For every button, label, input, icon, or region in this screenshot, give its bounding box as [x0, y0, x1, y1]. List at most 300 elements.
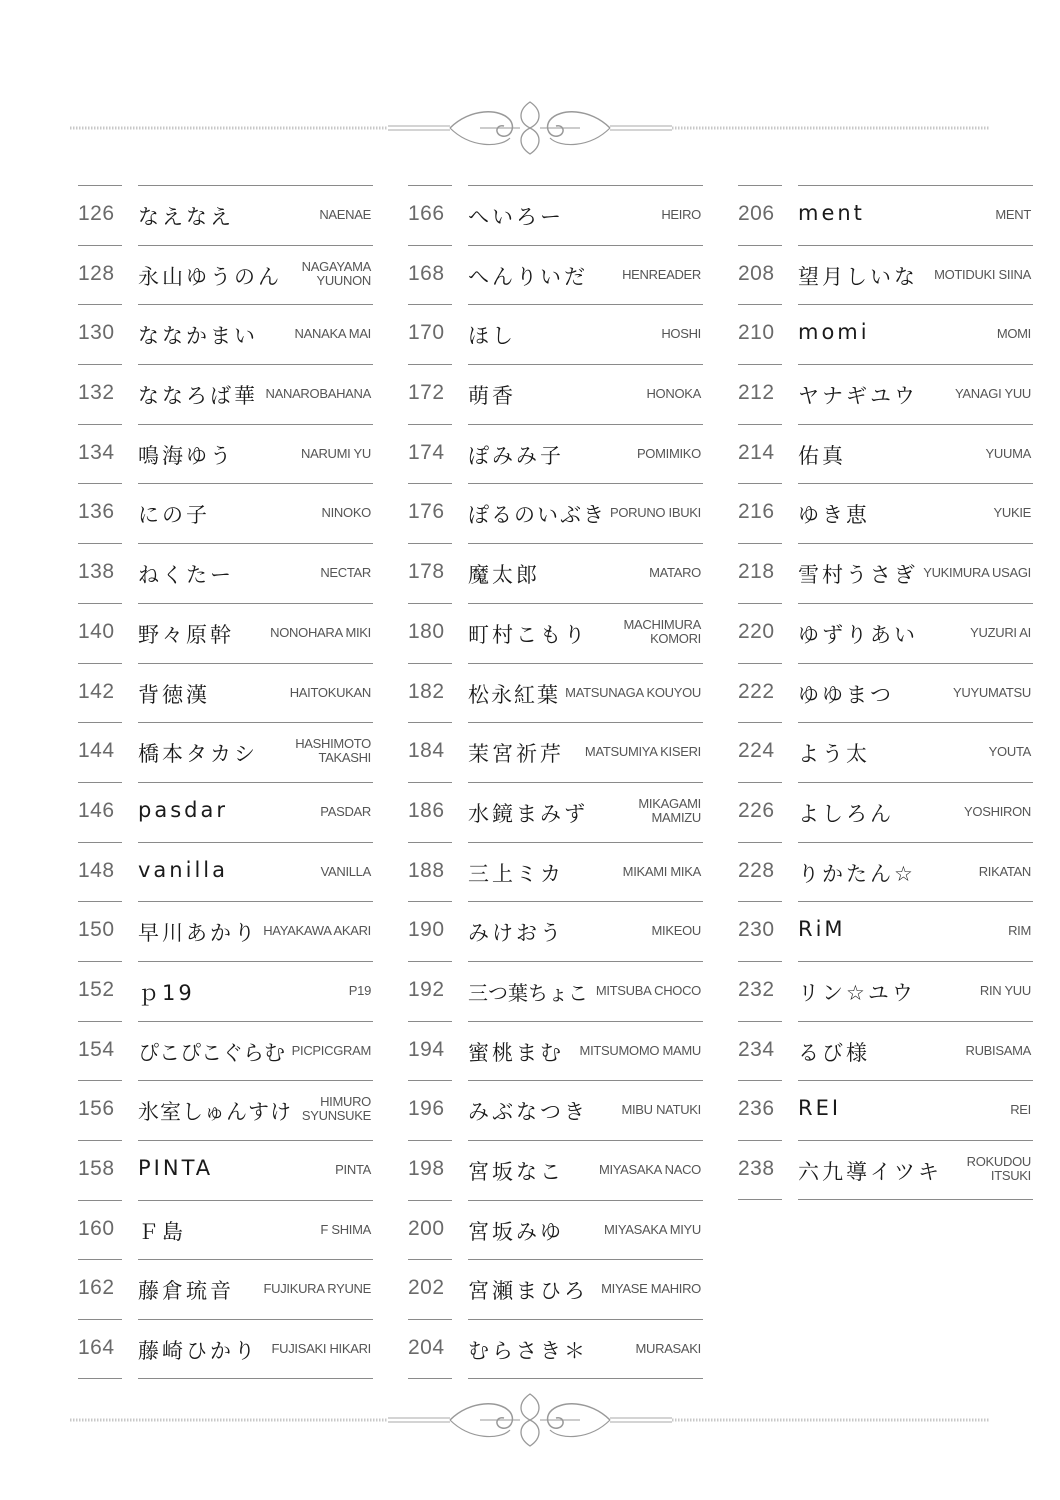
list-item	[408, 185, 703, 245]
list-item	[78, 1259, 373, 1319]
list-item	[78, 1080, 373, 1140]
artist-romaji: RIKATAN	[978, 863, 1031, 879]
divider	[138, 364, 373, 365]
list-item	[78, 782, 373, 842]
artist-romaji: YUZURI AI	[970, 624, 1031, 640]
divider	[78, 722, 122, 723]
divider	[468, 364, 703, 365]
artist-romaji: NINOKO	[321, 505, 371, 521]
page-number: 162	[78, 1276, 115, 1300]
artist-name: よう太	[798, 742, 870, 767]
divider	[738, 663, 782, 664]
artist-romaji: YANAGI YUU	[955, 386, 1031, 402]
artist-romaji: MURASAKI	[635, 1341, 701, 1357]
artist-name: PINTA	[138, 1156, 214, 1180]
list-item	[408, 245, 703, 305]
artist-name: ゆゆまつ	[798, 682, 894, 707]
artist-romaji: PICPICGRAM	[291, 1042, 371, 1058]
artist-name: 萌香	[468, 384, 516, 409]
divider	[738, 185, 782, 186]
divider	[78, 304, 122, 305]
artist-name: momi	[798, 320, 870, 345]
divider	[468, 842, 703, 843]
artist-name: ぽみみ子	[468, 443, 564, 468]
divider	[408, 722, 452, 723]
artist-romaji: RUBISAMA	[965, 1042, 1031, 1058]
artist-name: よしろん	[798, 801, 894, 826]
list-item	[78, 304, 373, 364]
artist-name: へいろー	[468, 205, 564, 229]
divider	[798, 603, 1033, 604]
list-item	[408, 603, 703, 663]
artist-name: 佑真	[798, 443, 846, 468]
divider	[738, 782, 782, 783]
divider	[738, 424, 782, 425]
artist-name: 茉宮祈芹	[468, 742, 564, 767]
page-number: 192	[408, 977, 445, 1001]
list-item	[408, 304, 703, 364]
artist-romaji: HOSHI	[661, 326, 701, 342]
divider	[138, 722, 373, 723]
artist-romaji: YUKIE	[993, 505, 1031, 521]
list-item	[78, 424, 373, 484]
divider	[468, 961, 703, 962]
artist-name: 背徳漢	[138, 682, 210, 707]
artist-name: 宮坂みゆ	[468, 1219, 564, 1244]
artist-name: 鳴海ゆう	[138, 443, 234, 468]
list-item	[738, 1140, 1033, 1200]
artist-romaji: HENREADER	[622, 266, 701, 282]
divider	[138, 245, 373, 246]
divider	[738, 364, 782, 365]
list-item	[408, 782, 703, 842]
page-number: 220	[738, 619, 775, 643]
list-item	[408, 1140, 703, 1200]
divider	[798, 245, 1033, 246]
page-number: 176	[408, 500, 445, 524]
column-1	[78, 185, 373, 1379]
divider	[78, 1259, 122, 1260]
list-item	[408, 1200, 703, 1260]
page-number: 232	[738, 977, 775, 1001]
list-item	[408, 901, 703, 961]
page-number: 226	[738, 798, 775, 822]
artist-name: 宮坂なこ	[468, 1160, 564, 1184]
divider	[738, 1199, 782, 1200]
page-number: 172	[408, 381, 445, 405]
divider	[798, 842, 1033, 843]
page-number: 154	[78, 1037, 115, 1061]
divider	[78, 424, 122, 425]
artist-romaji: VANILLA	[320, 863, 371, 879]
artist-name: へんりいだ	[468, 264, 588, 289]
divider	[78, 901, 122, 902]
divider	[408, 304, 452, 305]
divider	[798, 483, 1033, 484]
divider	[78, 245, 122, 246]
artist-romaji: YOUTA	[988, 744, 1031, 760]
artist-name: vanilla	[138, 857, 228, 882]
artist-name: るび様	[798, 1040, 870, 1065]
divider	[468, 1378, 703, 1379]
divider	[798, 1080, 1033, 1081]
divider	[138, 603, 373, 604]
list-item	[78, 185, 373, 245]
artist-romaji: PORUNO IBUKI	[609, 505, 701, 521]
artist-name: 町村こもり	[468, 622, 588, 647]
divider	[78, 1080, 122, 1081]
list-item	[408, 1021, 703, 1081]
divider	[408, 961, 452, 962]
list-item	[78, 364, 373, 424]
list-item	[78, 603, 373, 663]
page-number: 126	[78, 202, 115, 225]
divider	[738, 603, 782, 604]
divider	[738, 483, 782, 484]
page-number: 150	[78, 918, 115, 942]
artist-name: 望月しいな	[798, 264, 918, 289]
page-number: 146	[78, 798, 115, 822]
page-number: 166	[408, 202, 445, 225]
divider	[138, 782, 373, 783]
artist-name: 橋本タカシ	[138, 742, 258, 767]
artist-romaji: FUJIKURA RYUNE	[263, 1281, 371, 1297]
list-item	[78, 1021, 373, 1081]
divider	[408, 1021, 452, 1022]
divider	[138, 1140, 373, 1141]
list-item	[78, 1200, 373, 1260]
divider	[468, 424, 703, 425]
divider	[468, 1021, 703, 1022]
artist-romaji: REI	[1010, 1102, 1031, 1118]
divider	[738, 722, 782, 723]
artist-romaji: POMIMIKO	[636, 445, 701, 461]
page-number: 138	[78, 560, 115, 584]
artist-name: ねくたー	[138, 563, 234, 588]
divider	[138, 1080, 373, 1081]
divider	[138, 842, 373, 843]
artist-name: ななかまい	[138, 324, 258, 349]
list-item	[408, 424, 703, 484]
page-number: 134	[78, 440, 115, 464]
divider	[78, 543, 122, 544]
artist-romaji: NANAKA MAI	[294, 326, 371, 342]
page-number: 184	[408, 739, 445, 763]
divider	[138, 483, 373, 484]
artist-name: 六九導イツキ	[798, 1160, 942, 1184]
page-number: 140	[78, 619, 115, 643]
page-number: 206	[738, 202, 775, 225]
list-item	[78, 483, 373, 543]
artist-name: りかたん☆	[798, 861, 916, 886]
page-number: 160	[78, 1216, 115, 1240]
divider	[78, 603, 122, 604]
artist-name: 雪村うさぎ	[798, 563, 918, 588]
artist-romaji: MITSUMOMO MAMU	[579, 1042, 701, 1058]
artist-romaji: MENT	[995, 207, 1031, 222]
artist-name: 野々原幹	[138, 622, 234, 647]
divider	[738, 961, 782, 962]
artist-name: リン☆ユウ	[798, 980, 916, 1005]
artist-name: 早川あかり	[138, 921, 258, 946]
divider	[78, 185, 122, 186]
list-item	[78, 722, 373, 782]
divider	[798, 901, 1033, 902]
list-item	[738, 304, 1033, 364]
page-number: 214	[738, 440, 775, 464]
page-number: 180	[408, 619, 445, 643]
page-number: 158	[78, 1157, 115, 1180]
divider	[138, 1319, 373, 1320]
divider	[798, 663, 1033, 664]
divider	[468, 782, 703, 783]
divider	[78, 663, 122, 664]
artist-romaji: MOTIDUKI SIINA	[934, 266, 1031, 282]
divider	[738, 543, 782, 544]
list-item	[738, 543, 1033, 603]
artist-romaji: FUJISAKI HIKARI	[271, 1341, 371, 1357]
divider	[798, 304, 1033, 305]
bottom-ornament	[70, 1390, 990, 1450]
page-number: 186	[408, 798, 445, 822]
list-item	[408, 483, 703, 543]
divider	[138, 304, 373, 305]
artist-romaji: MATARO	[649, 565, 701, 581]
list-item	[408, 842, 703, 902]
artist-romaji: MATSUMIYA KISERI	[584, 744, 701, 760]
list-item	[408, 961, 703, 1021]
page-number: 174	[408, 440, 445, 464]
divider	[408, 1080, 452, 1081]
artist-name: ななろば華	[138, 384, 258, 409]
artist-name: REI	[798, 1096, 842, 1121]
artist-romaji: MACHIMURA KOMORI	[623, 616, 701, 646]
artist-name: ヤナギユウ	[798, 384, 918, 409]
artist-romaji: NECTAR	[320, 565, 371, 581]
divider	[468, 901, 703, 902]
divider	[408, 424, 452, 425]
list-item	[738, 722, 1033, 782]
list-item	[78, 901, 373, 961]
artist-name: なえなえ	[138, 205, 234, 229]
artist-name: 魔太郎	[468, 563, 540, 588]
divider	[408, 663, 452, 664]
divider	[738, 304, 782, 305]
divider	[798, 1199, 1033, 1200]
artist-romaji: F SHIMA	[320, 1221, 371, 1237]
artist-romaji: MIKAGAMI MAMIZU	[638, 795, 701, 825]
divider	[408, 842, 452, 843]
artist-romaji: MIYASAKA MIYU	[604, 1221, 701, 1237]
artist-romaji: HIMURO SYUNSUKE	[301, 1094, 371, 1124]
divider	[78, 1140, 122, 1141]
artist-name: Ｆ島	[138, 1219, 186, 1244]
list-item	[408, 663, 703, 723]
divider	[138, 1021, 373, 1022]
artist-romaji: MOMI	[996, 326, 1031, 342]
list-item	[408, 1319, 703, 1379]
divider	[138, 543, 373, 544]
divider	[408, 483, 452, 484]
divider	[798, 1021, 1033, 1022]
artist-romaji: MIBU NATUKI	[621, 1102, 701, 1118]
divider	[468, 483, 703, 484]
divider	[468, 1200, 703, 1201]
divider	[468, 1259, 703, 1260]
artist-name: ｐ19	[138, 980, 195, 1005]
artist-romaji: NARUMI YU	[300, 445, 371, 461]
artist-name: 水鏡まみず	[468, 801, 588, 826]
artist-romaji: NANAROBAHANA	[265, 386, 371, 402]
artist-romaji: P19	[348, 982, 371, 998]
artist-romaji: RIN YUU	[979, 982, 1031, 998]
divider	[468, 603, 703, 604]
divider	[738, 1021, 782, 1022]
divider	[78, 1021, 122, 1022]
list-item	[408, 722, 703, 782]
list-item	[738, 185, 1033, 245]
artist-romaji: MIKEOU	[651, 923, 701, 939]
divider	[138, 1378, 373, 1379]
page-number: 218	[738, 560, 775, 584]
list-item	[738, 364, 1033, 424]
artist-romaji: HONOKA	[646, 386, 701, 402]
list-item	[738, 842, 1033, 902]
divider	[408, 1259, 452, 1260]
artist-name: 宮瀬まひろ	[468, 1279, 588, 1304]
page-number: 196	[408, 1097, 445, 1121]
artist-name: pasdar	[138, 797, 228, 822]
artist-romaji: RIM	[1008, 923, 1031, 939]
page-number: 136	[78, 500, 115, 524]
divider	[798, 543, 1033, 544]
divider	[408, 782, 452, 783]
page-number: 164	[78, 1336, 115, 1360]
list-item	[78, 663, 373, 723]
artist-romaji: YOSHIRON	[964, 803, 1031, 819]
page-number: 156	[78, 1097, 115, 1121]
artist-name: 蜜桃まむ	[468, 1040, 564, 1065]
divider	[408, 543, 452, 544]
artist-romaji: NONOHARA MIKI	[270, 624, 371, 640]
page-number: 202	[408, 1276, 445, 1300]
divider	[408, 245, 452, 246]
divider	[738, 245, 782, 246]
list-item	[738, 424, 1033, 484]
divider	[138, 185, 373, 186]
artist-name: 三つ葉ちょこ	[468, 980, 588, 1005]
list-item	[738, 245, 1033, 305]
divider	[468, 245, 703, 246]
artist-romaji: YUYUMATSU	[953, 684, 1031, 700]
artist-romaji: YUKIMURA USAGI	[923, 565, 1031, 581]
artist-name: みけおう	[468, 921, 564, 946]
list-item	[408, 1080, 703, 1140]
divider	[408, 185, 452, 186]
artist-name: RiM	[798, 917, 846, 942]
divider	[78, 842, 122, 843]
artist-name: ほし	[468, 324, 516, 349]
divider	[78, 1378, 122, 1379]
artist-name: 藤倉琉音	[138, 1279, 234, 1304]
artist-romaji: YUUMA	[985, 445, 1031, 461]
divider	[738, 1080, 782, 1081]
top-ornament	[70, 98, 990, 158]
divider	[468, 543, 703, 544]
artist-name: ment	[798, 201, 865, 225]
divider	[408, 364, 452, 365]
page-number: 144	[78, 739, 115, 763]
page-number: 168	[408, 261, 445, 285]
divider	[798, 1140, 1033, 1141]
divider	[78, 1319, 122, 1320]
page-number: 142	[78, 679, 115, 703]
divider	[408, 1319, 452, 1320]
artist-romaji: HASHIMOTO TAKASHI	[295, 736, 371, 766]
list-item	[738, 483, 1033, 543]
divider	[138, 663, 373, 664]
page-number: 210	[738, 321, 775, 345]
divider	[78, 961, 122, 962]
list-item	[78, 1319, 373, 1379]
page-number: 212	[738, 381, 775, 405]
page-number: 128	[78, 261, 115, 285]
divider	[738, 1140, 782, 1141]
divider	[738, 901, 782, 902]
page-number: 198	[408, 1157, 445, 1180]
artist-romaji: MIYASE MAHIRO	[601, 1281, 701, 1297]
divider	[468, 663, 703, 664]
divider	[78, 782, 122, 783]
page-number: 132	[78, 381, 115, 405]
list-item	[738, 901, 1033, 961]
artist-romaji: HEIRO	[661, 207, 701, 222]
divider	[798, 424, 1033, 425]
divider	[468, 722, 703, 723]
divider	[408, 1140, 452, 1141]
divider	[468, 1140, 703, 1141]
artist-name: 氷室しゅんすけ	[138, 1100, 292, 1125]
list-item	[78, 245, 373, 305]
artist-name: 松永紅葉	[468, 682, 560, 707]
artist-romaji: ROKUDOU ITSUKI	[966, 1154, 1031, 1183]
artist-name: 三上ミカ	[468, 861, 564, 886]
page-number: 190	[408, 918, 445, 942]
page-number: 188	[408, 858, 445, 882]
list-item	[408, 543, 703, 603]
artist-name: ぴこぴこぐらむ	[138, 1040, 285, 1065]
artist-name: ぽるのいぶき	[468, 503, 606, 528]
divider	[798, 185, 1033, 186]
list-item	[78, 842, 373, 902]
page-number: 228	[738, 858, 775, 882]
page-number: 216	[738, 500, 775, 524]
artist-romaji: NAENAE	[319, 207, 371, 222]
divider	[468, 1080, 703, 1081]
page-number: 230	[738, 918, 775, 942]
artist-name: ゆき恵	[798, 503, 870, 528]
divider	[798, 782, 1033, 783]
divider	[408, 1200, 452, 1201]
artist-name: ゆずりあい	[798, 622, 918, 647]
column-2	[408, 185, 703, 1379]
divider	[468, 1319, 703, 1320]
divider	[138, 424, 373, 425]
divider	[738, 842, 782, 843]
list-item	[408, 1259, 703, 1319]
divider	[138, 1259, 373, 1260]
divider	[468, 304, 703, 305]
